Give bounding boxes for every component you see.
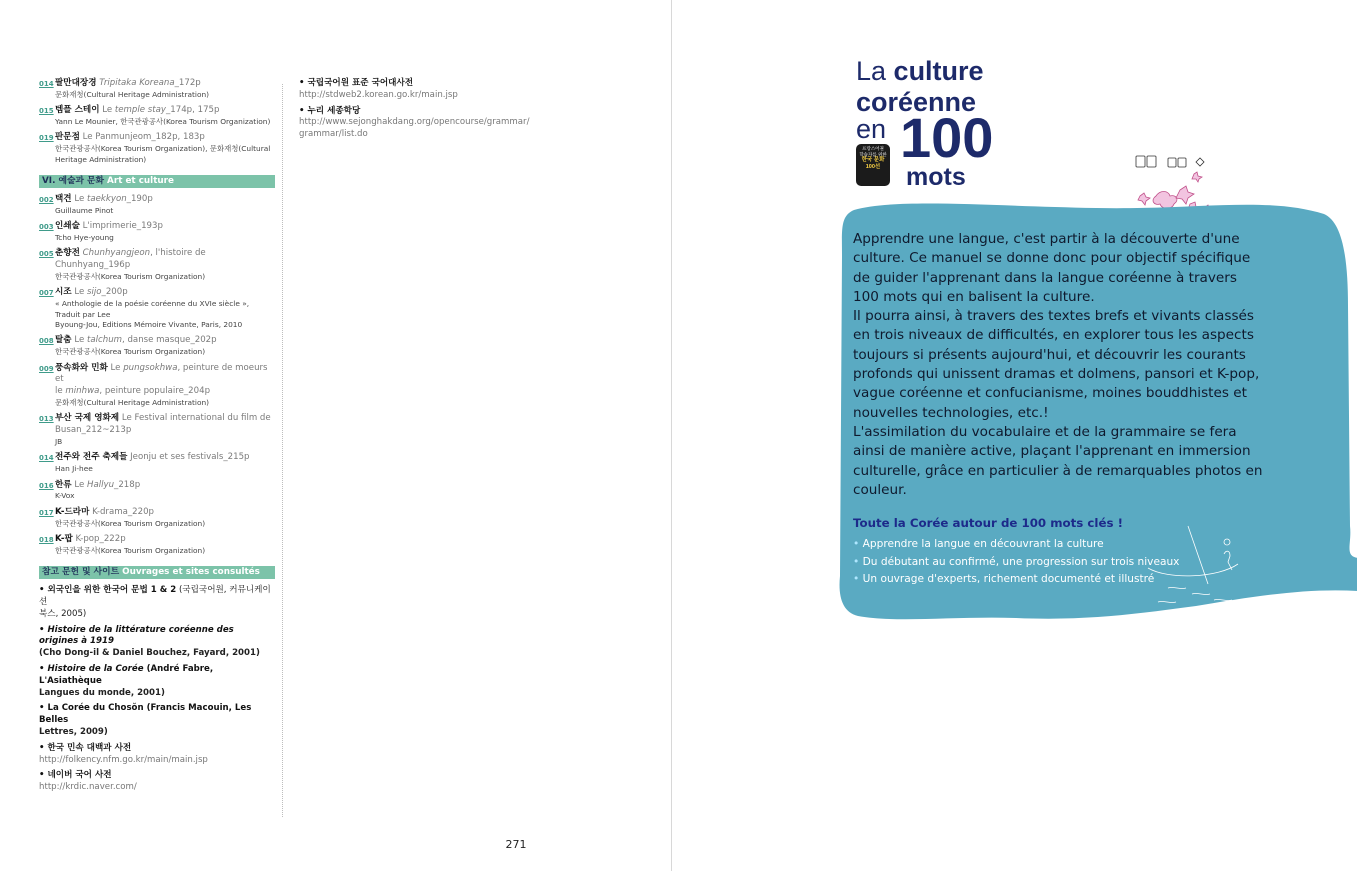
entry-page: _172p: [174, 78, 201, 88]
entry-credit: Heritage Administration): [55, 154, 147, 164]
title-en: en: [856, 114, 887, 144]
reference-url[interactable]: http://folkency.nfm.go.kr/main/main.jsp: [39, 754, 208, 765]
page-number: 271: [505, 838, 527, 851]
entry-french-title: sijo: [87, 287, 102, 298]
entry-korean-title: 팔만대장경: [55, 78, 97, 88]
entry-number: 016: [39, 481, 54, 490]
reference-item: [39, 625, 275, 660]
entry-korean-title: 춘향전: [55, 248, 80, 259]
entry-korean-title: 한류: [55, 479, 72, 490]
badge-line-2: 학습자를 위한: [859, 151, 887, 157]
list-item: [39, 248, 275, 282]
title-hundred: 100: [900, 106, 994, 169]
entry-french-title: Tripitaka Koreana: [99, 78, 175, 88]
entry-korean-title: K-드라마: [55, 506, 90, 517]
reference-item: [39, 770, 275, 794]
entry-french-title: L'imprimerie_193p: [82, 221, 163, 232]
entry-french-title: Hallyu: [87, 479, 115, 490]
entry-french-prefix: Le: [102, 105, 115, 116]
entry-french-title: taekkyon: [87, 194, 127, 205]
entry-french-title: Jeonju et ses festivals_215p: [130, 452, 250, 463]
reference-item: [39, 703, 275, 738]
bullet-marker: •: [853, 538, 860, 550]
section-korean-title: 참고 문헌 및 사이트: [42, 567, 120, 578]
entry-french-title: temple stay: [114, 105, 166, 116]
reference-title: • 누리 세종학당: [299, 105, 361, 116]
korean-badge: [856, 144, 890, 186]
entry-french-title: Chunhyangjeon: [82, 248, 151, 259]
entry-credit: JB: [55, 437, 63, 447]
entry-page: , danse masque_202p: [122, 335, 217, 346]
description-paragraph: L'assimilation du vocabulaire et de la grammaire se fera ainsi de manière active, plaçant l'apprenant en immersion culturelle, grâce en particulier à de remarquables photos en couleur.: [853, 423, 1263, 498]
entry-credit: 한국관광공사(Korea Tourism Organization): [55, 518, 206, 528]
entry-korean-title: 택견: [55, 194, 72, 205]
section-header-art-culture: [39, 175, 275, 188]
reference-title: • La Corée du Chosŏn (Francis Macouin, Les Belles: [39, 703, 252, 726]
websites-column: [299, 78, 549, 145]
entry-french-title: minhwa: [65, 386, 100, 397]
section-french-title: Ouvrages et sites consultés: [122, 567, 260, 578]
bullet-marker: •: [853, 573, 860, 586]
list-item: [39, 221, 275, 243]
book-title: [856, 56, 994, 191]
entry-number: 003: [39, 223, 54, 232]
title-culture: culture: [893, 56, 984, 86]
entry-number: 019: [39, 134, 54, 143]
entry-french-prefix: Le: [74, 287, 87, 298]
feature-text: Du débutant au confirmé, une progression sur trois niveaux: [862, 555, 1180, 568]
list-item: [39, 335, 275, 357]
entry-number: 005: [39, 250, 54, 259]
description-text: [853, 230, 1263, 500]
reference-title: • 외국인을 위한 한국어 문법 1 & 2: [39, 585, 177, 596]
entry-credit: Byoung-Jou, Editions Mémoire Vivante, Paris, 2010: [55, 320, 243, 330]
reference-item: [299, 78, 549, 102]
reference-title: • 국립국어원 표준 국어대사전: [299, 78, 414, 88]
list-item: [39, 363, 275, 409]
feature-text: Un ouvrage d'experts, richement documenté et illustré: [862, 573, 1155, 586]
title-coreenne: coréenne: [856, 87, 977, 117]
reference-item: [39, 585, 275, 620]
reference-publisher: (국립국어원, 커뮤니케이션: [39, 585, 271, 608]
entry-korean-title: 부산 국제 영화제: [55, 413, 120, 424]
entry-credit: 한국관광공사(Korea Tourism Organization), 문화재청(Cultural: [55, 144, 271, 154]
entry-credit: Guillaume Pinot: [55, 205, 114, 215]
badge-line-3: 한국 문화: [861, 157, 885, 163]
entry-credit: 문화재청(Cultural Heritage Administration): [55, 398, 210, 408]
list-item: [39, 534, 275, 556]
entry-french-prefix: Le: [110, 362, 124, 373]
reference-publisher: (André Fabre, L'Asiathèque: [39, 664, 214, 686]
title-mots: mots: [906, 163, 966, 191]
reference-item: [39, 664, 275, 699]
entry-french-prefix: le: [55, 386, 66, 397]
tagline: Toute la Corée autour de 100 mots clés !: [853, 516, 1123, 530]
entry-french-title: talchum: [87, 335, 123, 346]
feature-text: Apprendre la langue en découvrant la culture: [862, 538, 1104, 550]
entry-number: 009: [39, 364, 54, 373]
entry-number: 013: [39, 415, 54, 424]
entry-credit: 한국관광공사(Korea Tourism Organization): [55, 347, 206, 357]
column-divider: [282, 84, 283, 817]
list-item: [39, 132, 275, 165]
reference-publisher-cont: Lettres, 2009): [39, 727, 108, 738]
entry-credit: Tcho Hye-young: [55, 233, 114, 243]
entry-page: _200p: [101, 287, 128, 298]
list-item: [39, 105, 275, 127]
entry-french-title: K-pop_222p: [75, 534, 126, 545]
entry-number: 018: [39, 536, 54, 545]
reference-item: [299, 106, 549, 141]
entry-credit: « Anthologie de la poésie coréenne du XVIe siècle », Traduit par Lee: [55, 299, 250, 319]
credits-column: [39, 78, 275, 798]
reference-title: • 한국 민속 대백과 사전: [39, 742, 132, 753]
entry-number: 017: [39, 508, 54, 517]
list-item: [39, 452, 275, 474]
entry-number: 014: [39, 454, 54, 463]
entry-korean-title: 전주와 전주 축제들: [55, 452, 128, 463]
entry-french-title: K-drama_220p: [92, 506, 155, 517]
section-french-title: Art et culture: [107, 176, 174, 187]
badge-line-4: 100선: [865, 164, 881, 170]
reference-url[interactable]: http://krdic.naver.com/: [39, 782, 137, 793]
entry-credit: 한국관광공사(Korea Tourism Organization): [55, 272, 206, 282]
entry-french-prefix: Le: [74, 479, 87, 490]
entry-french-prefix: Le: [74, 194, 87, 205]
entry-korean-title: K-팝: [55, 534, 73, 545]
entry-french-prefix: Le: [74, 335, 87, 346]
back-cover: [671, 0, 1357, 871]
reference-publisher-cont: 북스, 2005): [39, 608, 87, 619]
section-header-references: [39, 566, 275, 579]
entry-french-title: pungsokhwa: [123, 362, 178, 373]
entry-korean-title: 시조: [55, 287, 72, 298]
reference-item: [39, 743, 275, 767]
entry-korean-title: 템플 스테이: [55, 105, 100, 116]
entry-korean-title: 인쇄술: [55, 221, 80, 232]
entry-korean-title: 풍속화와 민화: [55, 362, 108, 373]
bullet-marker: •: [853, 555, 860, 568]
reference-publisher-cont: Langues du monde, 2001): [39, 687, 165, 698]
title-la: La: [856, 56, 894, 86]
entry-page: , peinture de moeurs et: [55, 362, 268, 385]
sketch-illustration-boat: [1128, 524, 1268, 612]
reference-url-cont[interactable]: grammar/list.do: [299, 129, 368, 140]
list-item: [39, 78, 275, 100]
list-item: [39, 480, 275, 502]
entry-credit: K-Vox: [55, 491, 75, 501]
list-item: [39, 287, 275, 330]
entry-credit: 한국관광공사(Korea Tourism Organization): [55, 545, 206, 555]
entry-number: 002: [39, 196, 54, 205]
list-item: [39, 507, 275, 529]
entry-page: _218p: [114, 479, 141, 490]
title-line-1: [856, 58, 984, 89]
entry-korean-title: 탈춤: [55, 335, 72, 346]
reference-url[interactable]: http://www.sejonghakdang.org/opencourse/grammar/: [299, 117, 530, 128]
list-item: [39, 194, 275, 216]
entry-number: 007: [39, 289, 54, 298]
list-item: [39, 413, 275, 447]
description-paragraph: Il pourra ainsi, à travers des textes brefs et vivants classés en trois niveaux de difficultés, en explorer tous les aspects toujours si présents aujourd'hui, et découvrir les courants profonds qui unissent dramas et dolmens, pansori et K-pop, vague coréenne et confucianisme, moines bouddhistes et nouvelles technologies, etc.!: [853, 308, 1260, 421]
entry-french-title: Le Panmunjeom_182p, 183p: [82, 132, 205, 143]
entry-page: Busan_212~213p: [55, 425, 132, 436]
reference-title: • 네이버 국어 사전: [39, 770, 112, 781]
entry-number: 014: [39, 80, 54, 88]
reference-title: • Histoire de la littérature coréenne des origines à 1919: [39, 624, 234, 647]
entry-credit: Yann Le Mounier, 한국관광공사(Korea Tourism Organization): [55, 117, 271, 126]
entry-number: 008: [39, 337, 54, 346]
entry-page: , l'histoire de Chunhyang_196p: [55, 248, 206, 271]
entry-number: 015: [39, 107, 54, 116]
entry-page: , peinture populaire_204p: [99, 386, 211, 397]
badge-line-1: 프랑스어권: [862, 146, 884, 151]
reference-title: • Histoire de la Corée: [39, 664, 144, 675]
entry-page: _190p: [126, 194, 153, 205]
reference-publisher: (Cho Dong-il & Daniel Bouchez, Fayard, 2001): [39, 648, 260, 659]
description-paragraph: Apprendre une langue, c'est partir à la découverte d'une culture. Ce manuel se donne donc pour objectif spécifique de guider l'apprenant dans la langue coréenne à travers 100 mots qui en balisent la culture.: [853, 231, 1251, 305]
entry-credit: Han Ji-hee: [55, 464, 93, 474]
entry-credit: 문화재청(Cultural Heritage Administration): [55, 89, 210, 99]
entry-page: _174p, 175p: [165, 105, 220, 116]
section-korean-title: VI. 예술과 문화: [42, 176, 105, 187]
entry-korean-title: 판문점: [55, 132, 80, 143]
reference-url[interactable]: http://stdweb2.korean.go.kr/main.jsp: [299, 89, 458, 100]
entry-french-title: Le Festival international du film de: [121, 413, 271, 424]
left-page: [0, 0, 671, 871]
